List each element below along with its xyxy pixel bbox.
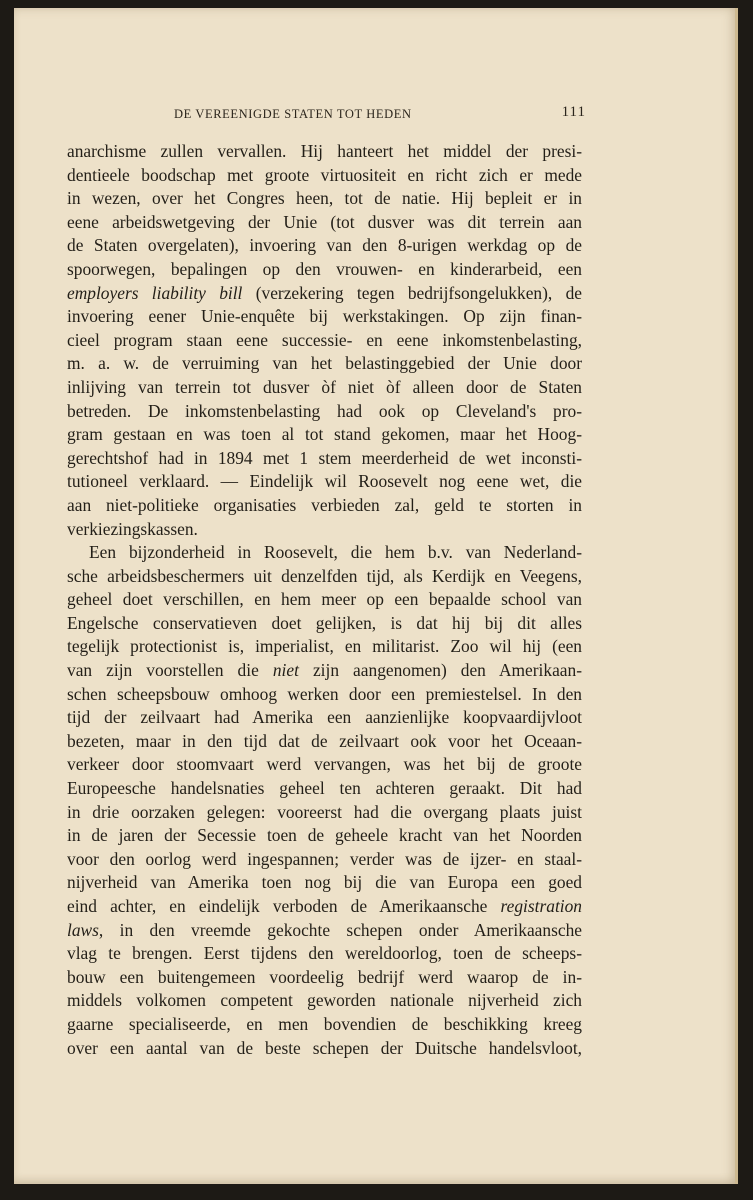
text-line: gaarne specialiseerde, en men bovendien de beschikking kreeg <box>67 1013 582 1034</box>
text-line: geheel doet verschillen, en hem meer op een bepaalde school van <box>67 589 582 610</box>
text-line: cieel program staan eene successie- en eene inkomstenbelasting, <box>67 329 582 350</box>
text-segment: eind achter, en eindelijk verboden de Amerikaansche <box>67 896 501 916</box>
text-segment: (verzekering tegen bedrijfsongelukken), de <box>242 282 582 303</box>
text-line: invoering eener Unie-enquête bij werkstakingen. Op zijn finan- <box>67 306 582 327</box>
text-line: bezeten, maar in den tijd dat de zeilvaart ook voor het Oceaan- <box>67 730 582 751</box>
text-line: sche arbeidsbeschermers uit denzelfden tijd, als Kerdijk en Veegens, <box>67 565 582 586</box>
text-line: eene arbeidswetgeving der Unie (tot dusver was dit terrein aan <box>67 211 582 232</box>
page-edge-shadow <box>735 8 738 1184</box>
paragraph-1 <box>67 140 582 541</box>
italic-term: niet <box>272 660 299 681</box>
text-line: Een bijzonderheid in Roosevelt, die hem b.v. van Nederland- <box>89 542 582 563</box>
text-line: gram gestaan en was toen al tot stand gekomen, maar het Hoog- <box>67 424 582 445</box>
text-line: middels volkomen competent geworden nationale nijverheid zich <box>67 990 582 1011</box>
book-page <box>14 8 738 1184</box>
text-line: in wezen, over het Congres heen, tot de natie. Hij bepleit er in <box>67 188 582 209</box>
text-line <box>67 895 582 919</box>
text-segment: , in den vreemde gekochte schepen onder Amerikaansche <box>98 919 582 940</box>
text-line: Engelsche conservatieven doet gelijken, is dat hij bij dit alles <box>67 612 582 633</box>
text-line: nijverheid van Amerika toen nog bij die van Europa een goed <box>67 872 582 893</box>
text-line: voor den oorlog werd ingespannen; verder was de ijzer- en staal- <box>67 848 582 869</box>
text-line: verkiezingskassen. <box>67 518 198 539</box>
italic-term: laws <box>67 919 99 940</box>
italic-term: registration <box>500 896 582 916</box>
text-line: dentieele boodschap met groote virtuositeit en richt zich er mede <box>67 164 582 185</box>
text-line: inlijving van terrein tot dusver òf niet òf alleen door de Staten <box>67 376 582 397</box>
text-segment: van zijn voorstellen die <box>67 660 273 681</box>
text-segment: zijn aangenomen) den Amerikaan- <box>298 660 582 681</box>
text-line: in drie oorzaken gelegen: vooreerst had die overgang plaats juist <box>67 801 582 822</box>
italic-term: employers liability bill <box>67 282 243 303</box>
text-line: vlag te brengen. Eerst tijdens den wereldoorlog, toen de scheeps- <box>67 943 582 964</box>
text-line: spoorwegen, bepalingen op den vrouwen- en kinderarbeid, een <box>67 258 582 279</box>
text-line: schen scheepsbouw omhoog werken door een premiestelsel. In den <box>67 683 582 704</box>
text-line: betreden. De inkomstenbelasting had ook op Cleveland's pro- <box>67 400 582 421</box>
page-header <box>174 104 586 126</box>
text-line <box>67 282 582 306</box>
text-line: tijd der zeilvaart had Amerika een aanzienlijke koopvaardijvloot <box>67 707 582 728</box>
text-line: bouw een buitengemeen voordeelig bedrijf werd waarop de in- <box>67 966 582 987</box>
text-line: in de jaren der Secessie toen de geheele kracht van het Noorden <box>67 825 582 846</box>
text-line: aan niet-politieke organisaties verbieden zal, geld te storten in <box>67 494 582 515</box>
running-title: DE VEREENIGDE STATEN TOT HEDEN <box>174 107 412 121</box>
text-line: tutioneel verklaard. — Eindelijk wil Roosevelt nog eene wet, die <box>67 471 582 492</box>
page-number: 111 <box>561 104 586 120</box>
text-line: m. a. w. de verruiming van het belastinggebied der Unie door <box>67 353 582 374</box>
text-line: gerechtshof had in 1894 met 1 stem meerderheid de wet inconsti- <box>67 447 582 468</box>
paragraph-2 <box>67 541 582 1060</box>
text-line <box>67 659 582 683</box>
text-line: over een aantal van de beste schepen der Duitsche handelsvloot, <box>67 1037 582 1058</box>
text-line: anarchisme zullen vervallen. Hij hanteert het middel der presi- <box>67 141 582 161</box>
text-line: Europeesche handelsnaties geheel ten achteren geraakt. Dit had <box>67 778 582 799</box>
text-line: verkeer door stoomvaart werd vervangen, was het bij de groote <box>67 754 582 775</box>
text-line: de Staten overgelaten), invoering van den 8-urigen werkdag op de <box>67 235 582 256</box>
text-line <box>67 919 582 943</box>
body-text <box>67 140 582 1060</box>
text-line: tegelijk protectionist is, imperialist, en militarist. Zoo wil hij (een <box>67 636 582 657</box>
